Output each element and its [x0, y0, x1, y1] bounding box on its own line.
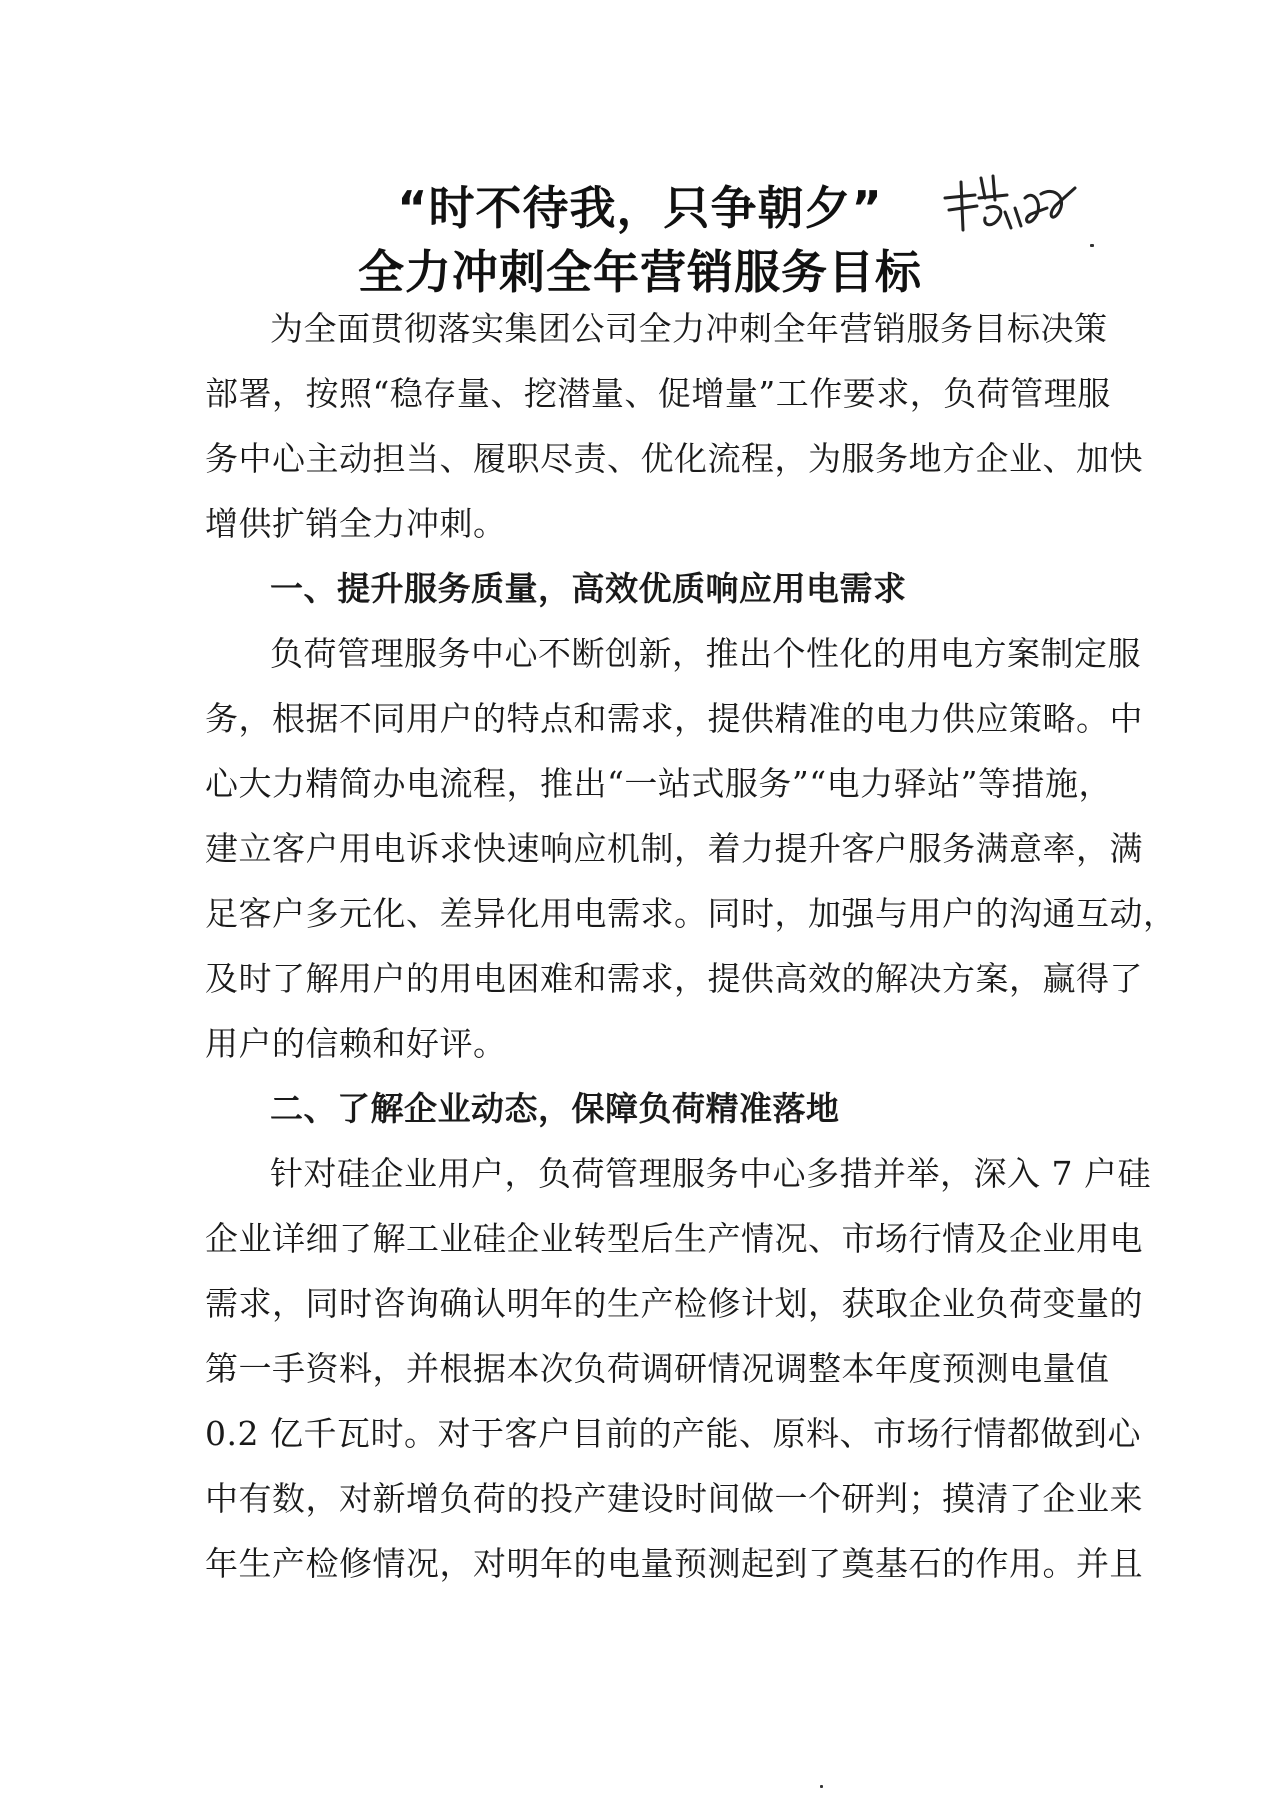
scan-speck — [820, 1785, 823, 1788]
section-2-line: 针对硅企业用户，负荷管理服务中心多措并举，深入 7 户硅 — [270, 1154, 1151, 1193]
section-1-line: 负荷管理服务中心不断创新，推出个性化的用电方案制定服 — [270, 634, 1141, 673]
section-1-line: 足客户多元化、差异化用电需求。同时，加强与用户的沟通互动， — [205, 894, 1177, 933]
intro-line: 增供扩销全力冲刺。 — [205, 504, 507, 543]
section-1-heading: 一、提升服务质量，高效优质响应用电需求 — [270, 569, 907, 608]
section-2-line: 中有数，对新增负荷的投产建设时间做一个研判；摸清了企业来 — [205, 1479, 1143, 1518]
document-title-line-1: “时不待我，只争朝夕” — [397, 181, 883, 235]
section-1-line: 用户的信赖和好评。 — [205, 1024, 507, 1063]
section-1-line: 心大力精简办电流程，推出“一站式服务”“电力驿站”等措施， — [205, 764, 1112, 803]
section-1-line: 建立客户用电诉求快速响应机制，着力提升客户服务满意率，满 — [205, 829, 1143, 868]
handwritten-signature — [935, 168, 1085, 248]
section-2-line: 年生产检修情况，对明年的电量预测起到了奠基石的作用。并且 — [205, 1544, 1143, 1583]
section-2-heading: 二、了解企业动态，保障负荷精准落地 — [270, 1089, 840, 1128]
section-2-line: 0.2 亿千瓦时。对于客户目前的产能、原料、市场行情都做到心 — [205, 1414, 1141, 1453]
intro-line: 务中心主动担当、履职尽责、优化流程，为服务地方企业、加快 — [205, 439, 1143, 478]
scan-speck — [1090, 244, 1094, 247]
section-1-line: 及时了解用户的用电困难和需求，提供高效的解决方案，赢得了 — [205, 959, 1143, 998]
section-2-line: 企业详细了解工业硅企业转型后生产情况、市场行情及企业用电 — [205, 1219, 1143, 1258]
section-1-line: 务，根据不同用户的特点和需求，提供精准的电力供应策略。中 — [205, 699, 1143, 738]
intro-line: 部署，按照“稳存量、挖潜量、促增量”工作要求，负荷管理服 — [205, 374, 1111, 413]
document-title-line-2: 全力冲刺全年营销服务目标 — [358, 245, 922, 299]
intro-line: 为全面贯彻落实集团公司全力冲刺全年营销服务目标决策 — [270, 309, 1108, 348]
section-2-line: 需求，同时咨询确认明年的生产检修计划，获取企业负荷变量的 — [205, 1284, 1143, 1323]
section-2-line: 第一手资料，并根据本次负荷调研情况调整本年度预测电量值 — [205, 1349, 1110, 1388]
